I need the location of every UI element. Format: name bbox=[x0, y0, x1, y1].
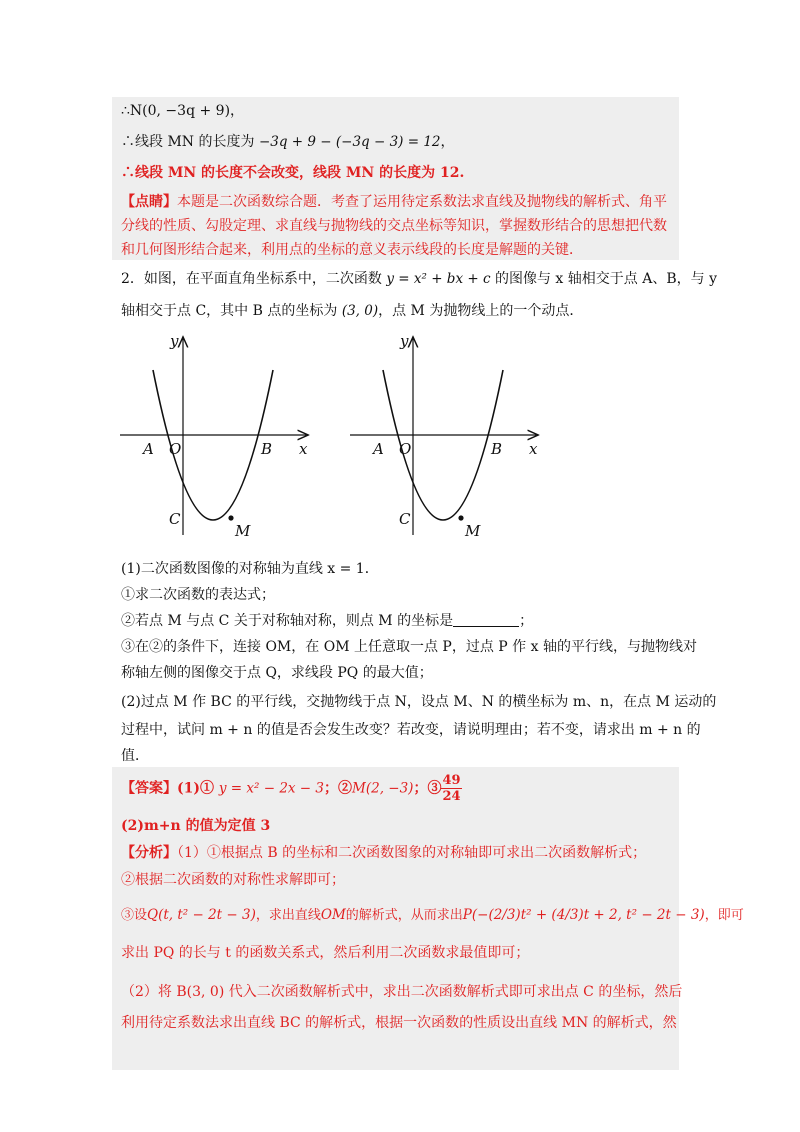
parabola-graph-right bbox=[345, 330, 545, 550]
part-1-line: (1)二次函数图像的对称轴为直线 x = 1． bbox=[121, 561, 379, 577]
analysis-line-5: （2）将 B(3, 0) 代入二次函数解析式中，求出二次函数解析式即可求出点 C 的坐标，然后 bbox=[121, 984, 683, 1000]
part-1c-line-2: 称轴左侧的图像交于点 Q，求线段 PQ 的最大值； bbox=[121, 665, 433, 681]
dianjing-line-2: 分线的性质、勾股定理、求直线与抛物线的交点坐标等知识，掌握数形结合的思想把代数 bbox=[121, 218, 667, 234]
prev-line-1: ∴N(0, −3q + 9)， bbox=[121, 103, 245, 119]
point-c-label: C bbox=[169, 510, 181, 528]
point-m-dot bbox=[458, 515, 463, 520]
part-1b-line: ②若点 M 与点 C 关于对称轴对称，则点 M 的坐标是 ； bbox=[121, 613, 534, 629]
point-o-label: O bbox=[169, 440, 182, 458]
point-a-label: A bbox=[373, 440, 384, 458]
analysis-line-2: ②根据二次函数的对称性求解即可； bbox=[121, 872, 345, 888]
part-1a-line: ①求二次函数的表达式； bbox=[121, 587, 275, 603]
analysis-tag: 【分析】 bbox=[121, 845, 177, 861]
dianjing-line-1: 【点睛】本题是二次函数综合题．考查了运用待定系数法求直线及抛物线的解析式、角平 bbox=[121, 194, 667, 210]
analysis-line-3: ③设Q(t, t² − 2t − 3)，求出直线OM的解析式，从而求出P(−(2/3)t² + (4/3)t + 2, t² − 2t − 3)，即可 bbox=[121, 907, 744, 923]
y-axis-label: y bbox=[400, 332, 409, 350]
answer-blank bbox=[453, 612, 519, 627]
point-o-label: O bbox=[399, 440, 412, 458]
dianjing-line-3: 和几何图形结合起来，利用点的坐标的意义表示线段的长度是解题的关键． bbox=[121, 242, 583, 258]
point-a-label: A bbox=[143, 440, 154, 458]
q2-line-2: 轴相交于点 C，其中 B 点的坐标为 (3, 0)，点 M 为抛物线上的一个动点． bbox=[121, 303, 584, 319]
part-2-line-2: 过程中，试问 m + n 的值是否会发生改变？若改变，请说明理由；若不变，请求出 m + n 的 bbox=[121, 722, 701, 738]
answer-tag: 【答案】 bbox=[121, 780, 177, 797]
answer-line-2: (2)m+n 的值为定值 3 bbox=[121, 818, 271, 834]
answer-line-1: 【答案】(1)① y = x² − 2x − 3；②M(2, −3)；③ $\frac{49}{24}$ bbox=[121, 773, 461, 804]
point-b-label: B bbox=[261, 440, 273, 458]
prev-line-3: ∴线段 MN 的长度不会改变，线段 MN 的长度为 12. bbox=[121, 165, 465, 181]
answer-fraction: $\frac{49}{24}$ bbox=[442, 773, 461, 804]
part-1c-line-1: ③在②的条件下，连接 OM，在 OM 上任意取一点 P，过点 P 作 x 轴的平行线，与抛物线对 bbox=[121, 639, 697, 655]
x-axis-label: x bbox=[299, 440, 308, 458]
point-c-label: C bbox=[399, 510, 411, 528]
point-m-label: M bbox=[235, 522, 251, 540]
analysis-line-6: 利用待定系数法求出直线 BC 的解析式，根据一次函数的性质设出直线 MN 的解析式，然 bbox=[121, 1015, 677, 1031]
point-b-label: B bbox=[491, 440, 503, 458]
x-axis-label: x bbox=[529, 440, 538, 458]
part-2-line-3: 值． bbox=[121, 748, 149, 764]
parabola-graph-left bbox=[115, 330, 315, 550]
y-axis-label: y bbox=[170, 332, 179, 350]
dianjing-tag: 【点睛】 bbox=[121, 194, 177, 210]
point-m-dot bbox=[228, 515, 233, 520]
prev-line-2: ∴线段 MN 的长度为 −3q + 9 − (−3q − 3) = 12， bbox=[121, 134, 455, 150]
point-m-label: M bbox=[465, 522, 481, 540]
part-2-line-1: (2)过点 M 作 BC 的平行线，交抛物线于点 N，设点 M、N 的横坐标为 m、n，在点 M 运动的 bbox=[121, 694, 717, 710]
analysis-line-1: 【分析】（1）①根据点 B 的坐标和二次函数图象的对称轴即可求出二次函数解析式； bbox=[121, 845, 647, 861]
analysis-line-4: 求出 PQ 的长与 t 的函数关系式，然后利用二次函数求最值即可； bbox=[121, 945, 530, 961]
q2-line-1: 2．如图，在平面直角坐标系中，二次函数 y = x² + bx + c 的图像与 x 轴相交于点 A、B，与 y bbox=[121, 271, 717, 287]
